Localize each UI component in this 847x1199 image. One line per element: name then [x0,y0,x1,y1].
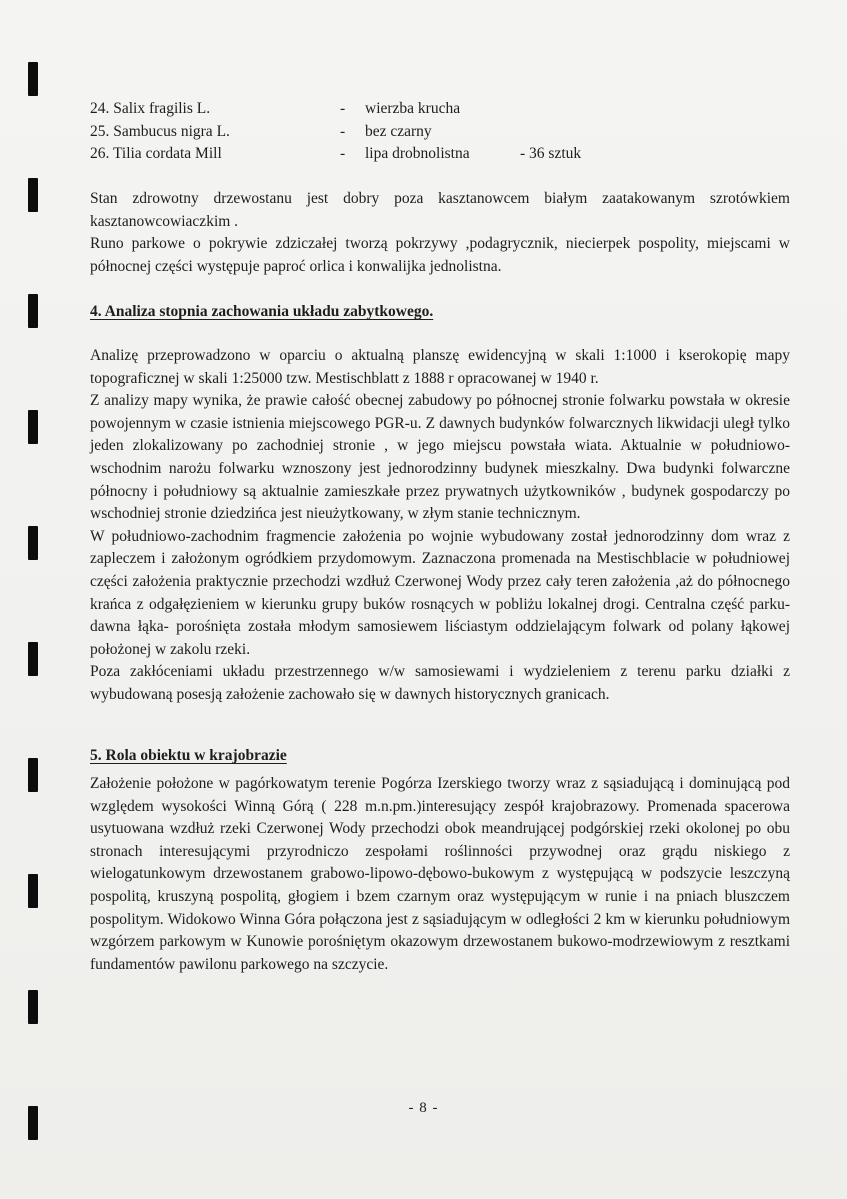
section-4-paragraph: Z analizy mapy wynika, że prawie całość obecnej zabudowy po północnej stronie folwarku powstała w okresie powojennym w czasie istnienia miejscowego PGR-u. Z dawnych budynków folwarcznych likwidacji uległ tylko jeden zlokalizowany po zachodniej stronie , w jego miejscu powstała wiata. Aktualnie w południowo-wschodnim narożu folwarku wznoszony jest jednorodzinny budynek mieszkalny. Dwa budynki folwarczne północny i południowy są aktualnie zamieszkałe przez prywatnych użytkowników , budynek gospodarczy po wschodniej stronie dziedzińca jest nieużytkowany, w złym stanie technicznym. [90,392,790,523]
species-latin-name: 26. Tilia cordata Mill [90,145,222,162]
species-common-name: bez czarny [365,122,432,140]
binder-mark [28,990,38,1024]
section-5-heading: 5. Rola obiektu w krajobrazie [90,747,287,764]
binder-mark [28,874,38,908]
health-paragraph: Stan zdrowotny drzewostanu jest dobry poza kasztanowcem białym zaatakowanym szrotówkiem kasztanowcowiaczkim . [90,190,790,230]
species-dash: - [340,100,346,117]
section-4-body [90,345,790,707]
species-count: - 36 sztuk [520,145,582,162]
section-5-body [90,773,790,976]
species-latin-name: 24. Salix fragilis L. [90,100,211,117]
species-common-name: wierzba krucha [365,100,461,117]
health-description [90,188,790,278]
species-common-name: lipa drobnolistna [365,145,470,162]
species-row [90,121,650,144]
binder-mark [28,410,38,444]
undergrowth-paragraph: Runo parkowe o pokrywie zdziczałej tworzą pokrzywy ,podagrycznik, niecierpek pospolity, miejscami w północnej części występuje paproć orlica i konwalijka jednolistna. [90,235,790,275]
section-4-heading: 4. Analiza stopnia zachowania układu zabytkowego. [90,303,434,320]
section-5-paragraph: Założenie położone w pagórkowatym terenie Pogórza Izerskiego tworzy wraz z sąsiadującą i dominującą pod względem wysokości Winną Górą ( 228 m.n.pm.)interesujący zespół krajobrazowy. Promenada spacerowa usytuowana wzdłuż rzeki Czerwonej Wody przechodzi obok meandrującej podgórskiej rzeki okolonej po obu stronach interesującymi przyrodniczo zespołami roślinności przywodnej oraz grądu niskiego z wielogatunkowym drzewostanem grabowo-lipowo-dębowo-bukowym z występującą w podszycie leszczyną pospolitą, kruszyną pospolitą, głogiem i bzem czarnym oraz występującym w runie i na pniach bluszczem pospolitym. Widokowo Winna Góra połączona jest z sąsiadującym w odległości 2 km w kierunku południowym wzgórzem parkowym w Kunowie porośniętym okazowym drzewostanem bukowo-modrzewiowym z resztkami fundamentów pawilonu parkowego na szczycie. [90,775,790,973]
section-4-paragraph: Poza zakłóceniami układu przestrzennego w/w samosiewami i wydzieleniem z terenu parku działki z wybudowaną posesją założenie zachowało się w dawnych historycznych granicach. [90,663,790,703]
species-latin-name: 25. Sambucus nigra L. [90,122,230,140]
species-dash: - [340,145,346,162]
species-list [90,98,650,166]
species-row [90,143,650,166]
binder-mark [28,526,38,560]
species-row [90,98,650,121]
binder-mark [28,758,38,792]
binder-mark [28,294,38,328]
binder-mark [28,642,38,676]
section-4-paragraph: W południowo-zachodnim fragmencie założenia po wojnie wybudowany został jednorodzinny dom wraz z zapleczem i założonym ogródkiem przydomowym. Zaznaczona promenada na Mestischblacie w południowej części założenia praktycznie przechodzi wzdłuż Czerwonej Wody przez cały teren założenia ,aż do północnego krańca z odgałęzieniem w kierunku grupy buków rosnących w pobliżu lokalnej drogi. Centralna część parku- dawna łąka- porośnięta została młodym samosiewem liściastym oddzielającym folwark od polany łąkowej położonej w zakolu rzeki. [90,527,790,658]
binder-mark [28,62,38,96]
binder-mark [28,178,38,212]
page-number: - 8 - [408,1100,439,1116]
species-dash: - [340,122,346,140]
section-4-paragraph: Analizę przeprowadzono w oparciu o aktualną planszę ewidencyjną w skali 1:1000 i kserokopię mapy topograficznej w skali 1:25000 tzw. Mestischblatt z 1888 r opracowanej w 1940 r. [90,347,790,387]
